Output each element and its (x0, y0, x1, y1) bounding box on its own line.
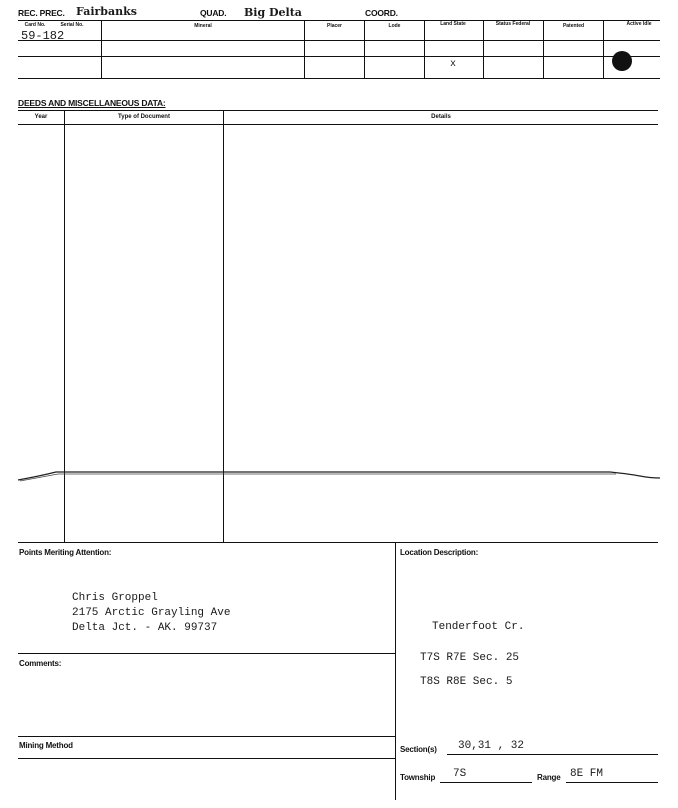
range-value: 8E FM (570, 768, 604, 780)
location-line-3: T8S R8E Sec. 5 (420, 676, 513, 688)
mining-rule (18, 736, 395, 737)
header-bottom-rule (18, 78, 660, 79)
active-dot-icon (612, 51, 632, 71)
header-lower-rule (18, 56, 660, 57)
coord-label: COORD. (365, 8, 398, 18)
rec-prec-label: REC. PREC. (18, 8, 65, 18)
active-idle-label: Active Idle (626, 21, 652, 27)
section-underline (447, 754, 658, 755)
points-line-3: Delta Jct. - AK. 99737 (72, 622, 218, 634)
land-state-label: Land State (440, 21, 466, 27)
deeds-title: DEEDS AND MISCELLANEOUS DATA: (18, 98, 166, 108)
card-no-value: 59-182 (21, 29, 65, 43)
placer-label: Placer (326, 23, 342, 29)
quad-value: Big Delta (244, 6, 302, 19)
township-underline (440, 782, 532, 783)
section-value: 30,31 , 32 (458, 740, 525, 752)
fold-line (0, 462, 678, 492)
type-col-label: Type of Document (118, 114, 170, 120)
township-label: Township (400, 773, 436, 782)
location-line-2: T7S R7E Sec. 25 (420, 652, 520, 664)
mining-lower-rule (18, 758, 395, 759)
lower-center-divider (395, 542, 396, 800)
serial-no-label: Serial No. (60, 22, 84, 28)
location-label: Location Description: (400, 548, 479, 557)
col-divider (483, 20, 484, 78)
land-state-mark: x (450, 59, 457, 70)
mineral-label: Mineral (194, 23, 212, 29)
deeds-header-rule (18, 124, 658, 125)
status-federal-label: Status Federal (495, 21, 531, 27)
points-label: Points Meriting Attention: (19, 548, 112, 557)
quad-label: QUAD. (200, 8, 227, 18)
comments-rule (18, 653, 395, 654)
header-top-rule (18, 20, 660, 21)
deeds-top-rule (18, 110, 658, 111)
year-col-label: Year (34, 114, 48, 120)
points-line-2: 2175 Arctic Grayling Ave (72, 607, 231, 619)
deeds-bottom-rule (18, 542, 658, 543)
location-line-1: Tenderfoot Cr. (432, 621, 525, 633)
col-divider (424, 20, 425, 78)
comments-label: Comments: (19, 659, 62, 668)
rec-prec-value: Fairbanks (76, 5, 137, 18)
points-line-1: Chris Groppel (72, 592, 158, 604)
patented-label: Patented (562, 23, 585, 29)
range-label: Range (537, 773, 561, 782)
card-no-label: Card No. (24, 22, 46, 28)
mining-method-label: Mining Method (19, 741, 73, 750)
lode-label: Lode (388, 23, 401, 29)
section-label: Section(s) (400, 745, 437, 754)
range-underline (566, 782, 658, 783)
col-divider (603, 20, 604, 78)
township-value: 7S (453, 768, 467, 780)
header-mid-rule (18, 40, 660, 41)
details-col-label: Details (431, 114, 451, 120)
